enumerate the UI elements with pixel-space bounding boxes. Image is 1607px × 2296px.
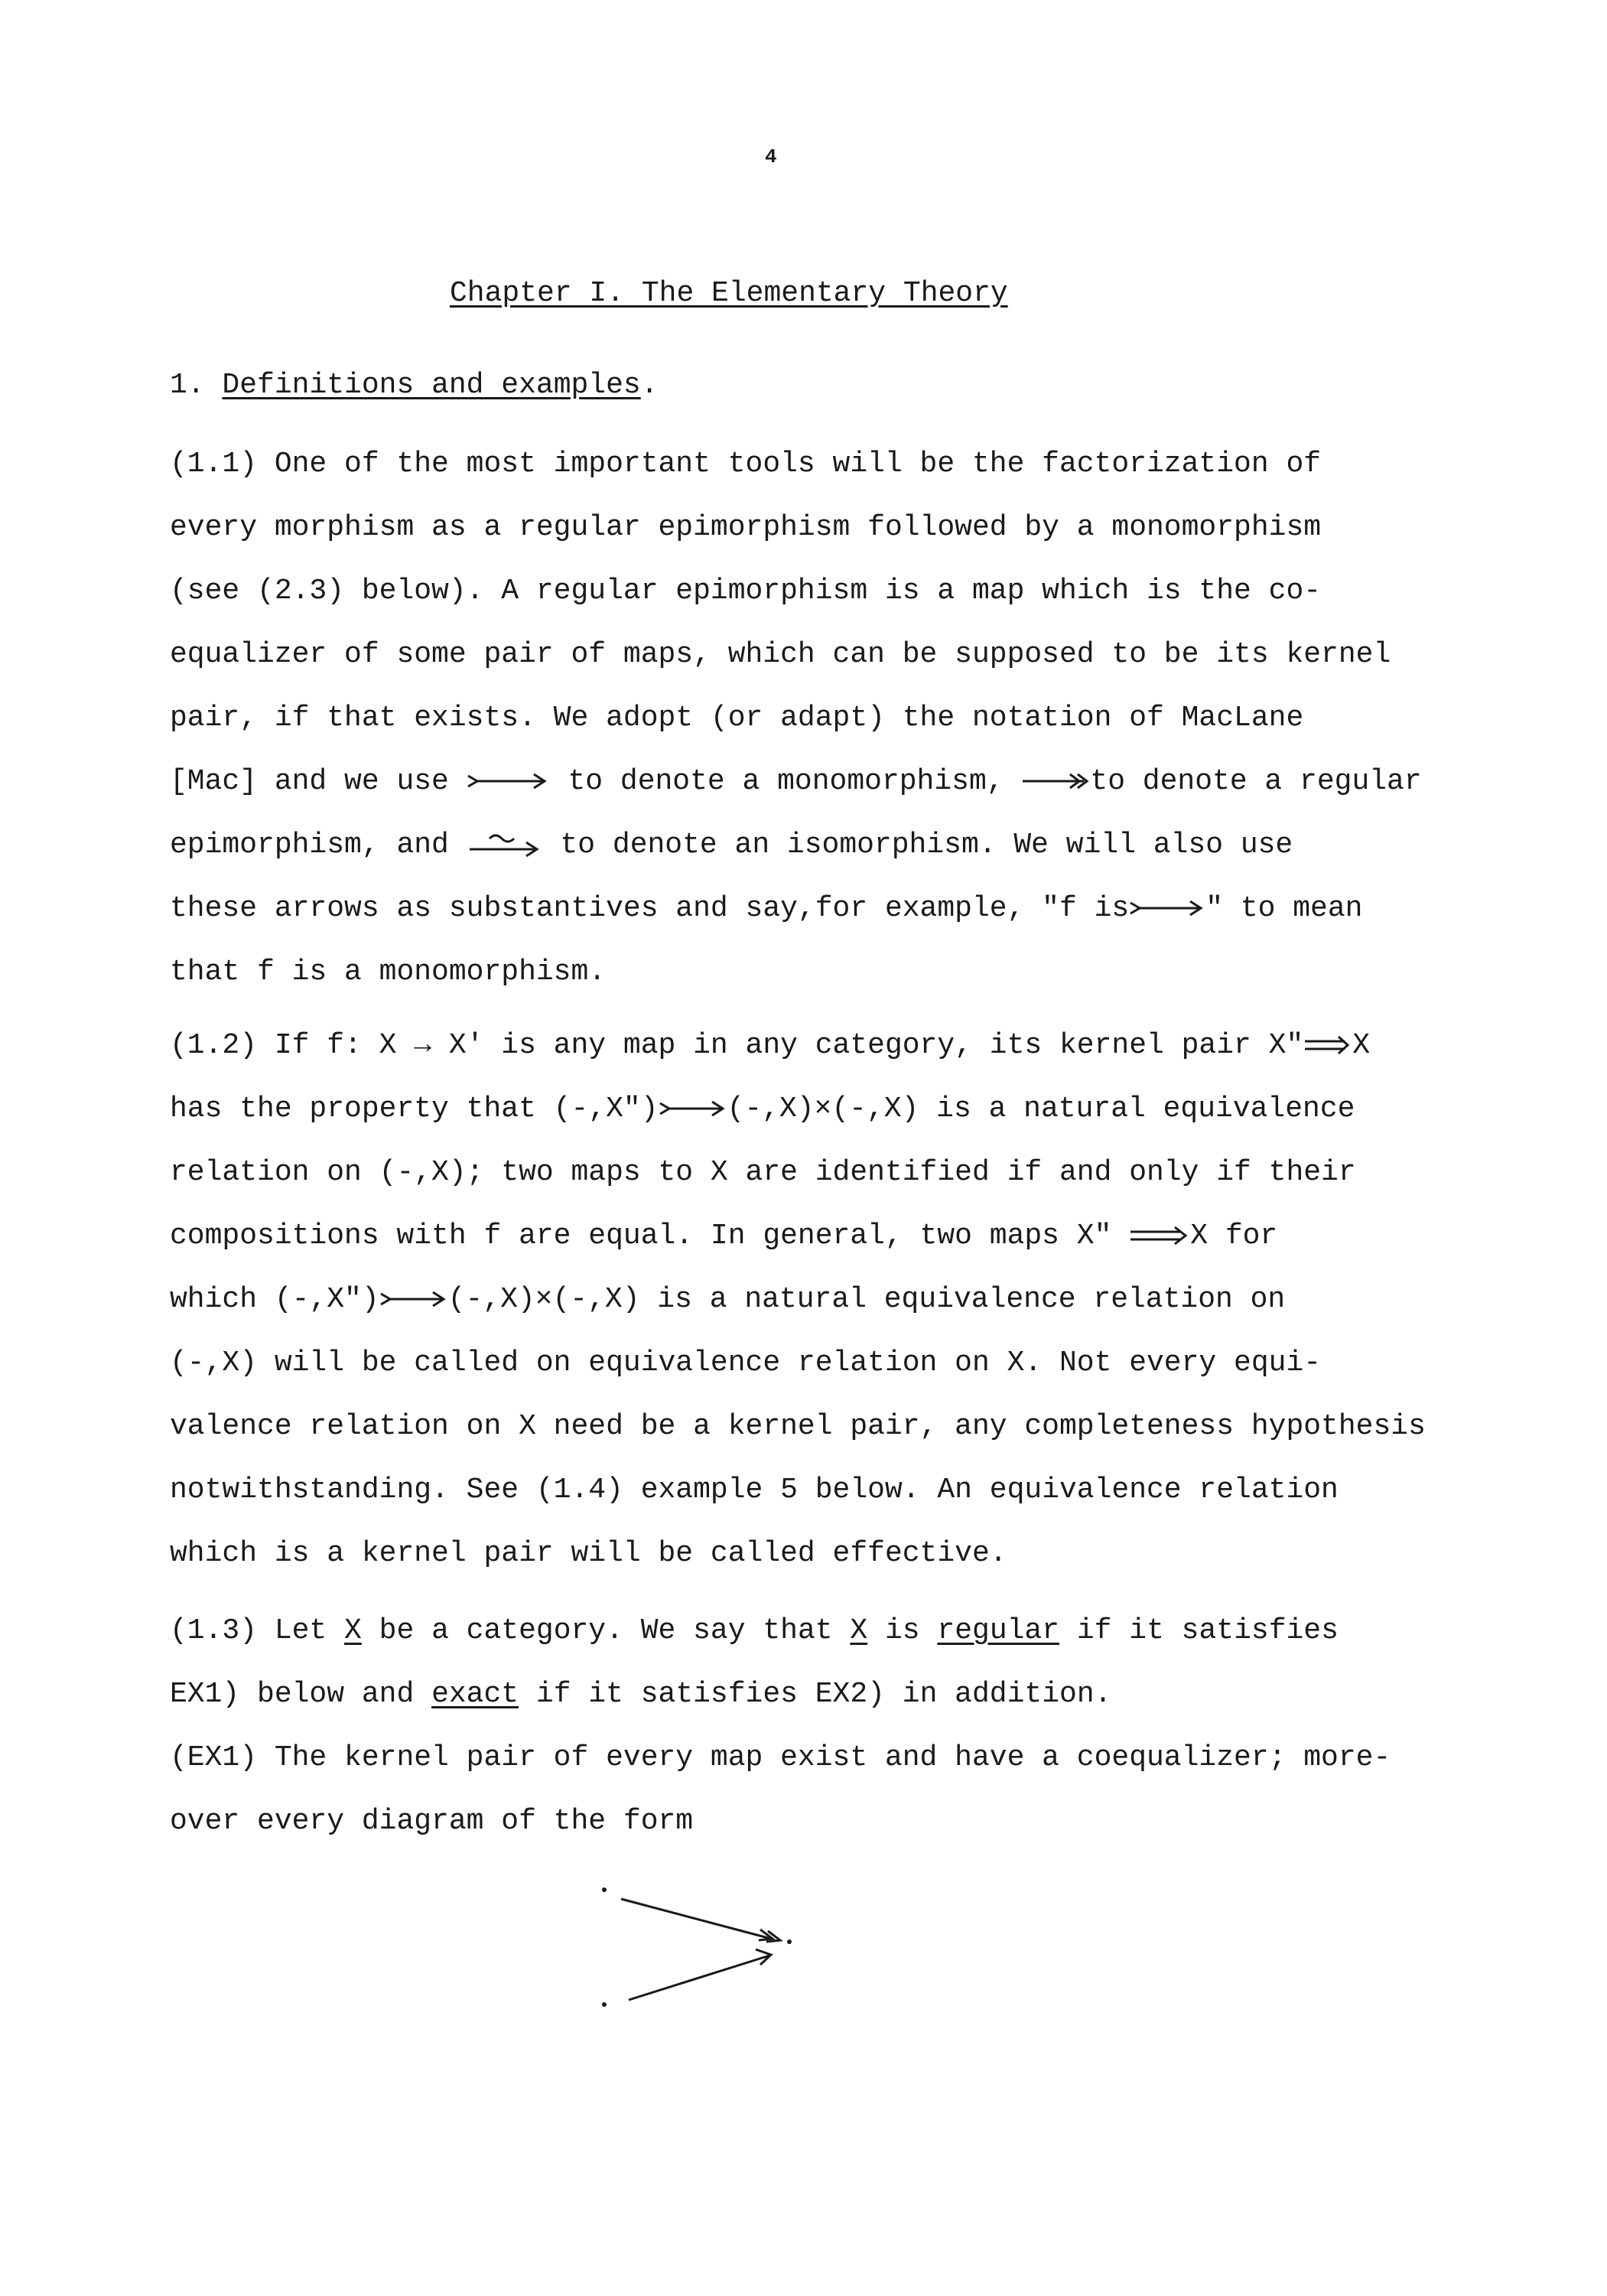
- text-line: [170, 1029, 1370, 1062]
- text-line: (1.1) One of the most important tools will be the factorization of: [170, 448, 1322, 480]
- text-line: pair, if that exists. We adopt (or adapt) the notation of MacLane: [170, 702, 1304, 734]
- coequalizer-diagram: [589, 1867, 818, 2035]
- monomorphism-arrow-icon: [467, 770, 551, 793]
- text-line: [170, 892, 1362, 925]
- text-segment: to denote a regular: [1090, 765, 1422, 798]
- text-line: [170, 1093, 1355, 1125]
- text-segment: (1.2) If f: X → X' is any map in any category, its kernel pair X": [170, 1029, 1304, 1062]
- text-segment: if it satisfies: [1059, 1614, 1339, 1647]
- term-exact: exact: [431, 1678, 519, 1711]
- text-segment: X: [1352, 1029, 1371, 1062]
- text-segment: be a category. We say that: [361, 1614, 851, 1647]
- double-arrow-icon: [1303, 1034, 1352, 1057]
- text-line: valence relation on X need be a kernel pair, any completeness hypothesis: [170, 1410, 1426, 1443]
- diagram-dot: [602, 2002, 607, 2007]
- text-line: (-,X) will be called on equivalence relation on X. Not every equi-: [170, 1347, 1322, 1379]
- text-line: [170, 1614, 1339, 1647]
- text-line: (see (2.3) below). A regular epimorphism is a map which is the co-: [170, 575, 1322, 607]
- text-line: [170, 1220, 1277, 1252]
- text-segment: (-,X)×(-,X) is a natural equivalence: [727, 1093, 1355, 1125]
- isomorphism-arrow-icon: [467, 831, 543, 858]
- text-line: [170, 765, 1422, 798]
- text-segment: compositions with f are equal. In general, two maps X": [170, 1220, 1112, 1252]
- text-line: notwithstanding. See (1.4) example 5 below. An equivalence relation: [170, 1474, 1339, 1506]
- monomorphism-arrow-icon: [659, 1097, 727, 1120]
- text-segment: EX1) below and: [170, 1678, 432, 1711]
- section-number: 1.: [170, 369, 205, 402]
- text-segment: if it satisfies EX2) in addition.: [519, 1678, 1112, 1711]
- chapter-title: Chapter I. The Elementary Theory: [450, 277, 1008, 310]
- text-segment: to denote a monomorphism,: [568, 765, 1004, 798]
- text-line: which is a kernel pair will be called effective.: [170, 1537, 1007, 1570]
- category-symbol: X: [850, 1614, 868, 1647]
- diagram-arrow: [621, 1899, 771, 1939]
- text-segment: X for: [1190, 1220, 1278, 1252]
- text-segment: [Mac] and we use: [170, 765, 449, 798]
- term-regular: regular: [937, 1614, 1060, 1647]
- text-line: relation on (-,X); two maps to X are identified if and only if their: [170, 1156, 1356, 1189]
- text-segment: (-,X)×(-,X) is a natural equivalence relation on: [447, 1283, 1286, 1316]
- section-heading: [170, 369, 659, 402]
- text-line: [170, 829, 1293, 861]
- text-segment: to denote an isomorphism. We will also use: [560, 829, 1293, 861]
- text-segment: " to mean: [1205, 892, 1363, 925]
- text-segment: has the property that (-,X"): [170, 1093, 659, 1125]
- text-line: [170, 1678, 1111, 1711]
- diagram-arrow: [629, 1956, 769, 2000]
- diagram-dot: [787, 1939, 792, 1944]
- text-segment: is: [867, 1614, 938, 1647]
- text-line: equalizer of some pair of maps, which can be supposed to be its kernel: [170, 638, 1391, 671]
- monomorphism-arrow-icon: [379, 1288, 448, 1311]
- text-segment: these arrows as substantives and say,for example, "f is: [170, 892, 1130, 925]
- text-line: (EX1) The kernel pair of every map exist and have a coequalizer; more-: [170, 1741, 1391, 1774]
- double-arrow-icon: [1129, 1224, 1190, 1247]
- text-segment: (1.3) Let: [170, 1614, 345, 1647]
- section-period: .: [640, 369, 659, 402]
- category-symbol: X: [344, 1614, 362, 1647]
- text-segment: which (-,X"): [170, 1283, 379, 1316]
- page-number: 4: [765, 145, 777, 168]
- regular-epimorphism-arrow-icon: [1021, 770, 1090, 793]
- text-line: [170, 1283, 1285, 1316]
- text-line: every morphism as a regular epimorphism followed by a monomorphism: [170, 511, 1322, 544]
- diagram-dot: [602, 1887, 607, 1892]
- text-line: that f is a monomorphism.: [170, 956, 607, 988]
- text-segment: epimorphism, and: [170, 829, 449, 861]
- text-line: over every diagram of the form: [170, 1805, 694, 1838]
- section-title: Definitions and examples: [222, 369, 641, 402]
- monomorphism-arrow-icon: [1129, 897, 1205, 920]
